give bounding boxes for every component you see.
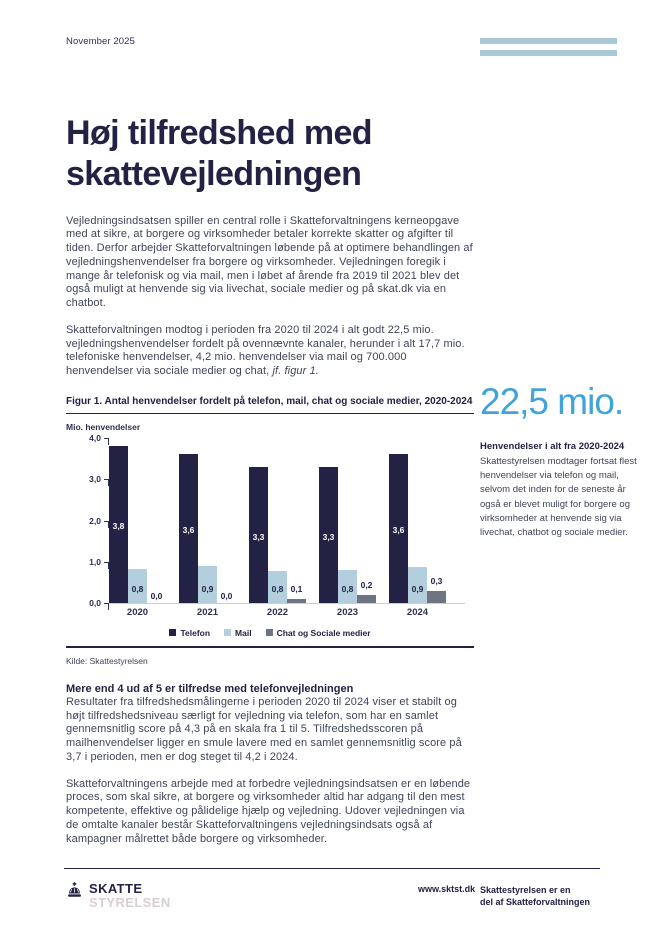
bar-group-2023: [319, 438, 389, 618]
bar-value-label: 3,6: [182, 524, 195, 535]
key-figure: 22,5 mio.: [480, 381, 624, 422]
bar-group-2022: [249, 438, 319, 618]
bar-slot: [128, 438, 147, 603]
stripe-bottom: [480, 50, 617, 56]
page-title: Høj tilfredshed med skattevejledningen: [66, 114, 372, 193]
bar-value-label: 0,8: [341, 583, 354, 594]
crown-icon: [66, 882, 83, 903]
bar-slot: [389, 438, 408, 603]
paragraph-outro: Skatteforvaltningens arbejde med at forbedre vejledningsindsatsen er en løbende proces, som skal sikre, at borgere og virksomheder altid har adgang til den mest kompetente, effektive og pålidelige hjælp og vejledning. Udover vejledningen via de omtalte kanaler består Skatteforvaltningens vejledningsindsats også af kampagner målrettet både borgere og virksomheder.: [66, 777, 471, 845]
page-footer: [0, 868, 667, 910]
bar-value-label: 0,0: [220, 590, 233, 601]
bar-group-2021: [179, 438, 249, 618]
tagline-line-2: del af Skatteforvaltningen: [480, 897, 591, 908]
bar-slot: [109, 438, 128, 603]
bar-slot: [268, 438, 287, 603]
bar-slot: [338, 438, 357, 603]
bar-slot: [147, 438, 166, 603]
key-figure-heading: Henvendelser i alt fra 2020-2024: [480, 441, 625, 452]
y-tick-label: 1,0: [89, 556, 101, 567]
website-link[interactable]: www.sktst.dk: [418, 884, 476, 894]
page-header: [0, 0, 667, 47]
bar-value-label: 0,8: [271, 583, 284, 594]
bar-slot: [319, 438, 338, 603]
figure-bottom-rule: [66, 646, 474, 648]
footer-rule: [64, 868, 600, 869]
legend-label: Chat og Sociale medier: [276, 627, 371, 638]
figure-source: Kilde: Skattestyrelsen: [66, 655, 148, 666]
y-tick-label: 0,0: [89, 597, 101, 608]
bar-group-2020: [109, 438, 179, 618]
x-tick-label: 2021: [196, 606, 219, 618]
publication-date: November 2025: [66, 36, 135, 47]
content-columns: [0, 47, 667, 859]
x-tick-label: 2022: [266, 606, 289, 618]
legend-swatch: [224, 629, 231, 636]
x-tick-label: 2023: [336, 606, 359, 618]
legend-item-chat-og-sociale-medier: [266, 628, 371, 638]
bar-chat-og-sociale-medier-2024: [427, 591, 446, 603]
bar-value-label: 3,3: [322, 531, 335, 542]
y-tick-label: 2,0: [89, 515, 101, 526]
sidebar-column: [480, 47, 667, 859]
chart-y-axis: [66, 432, 109, 608]
bar-value-label: 0,9: [411, 583, 424, 594]
chart-plot: [109, 438, 465, 618]
bar-value-label: 0,3: [430, 575, 443, 586]
bar-value-label: 0,2: [360, 579, 373, 590]
bar-chat-og-sociale-medier-2022: [287, 599, 306, 603]
bar-chat-og-sociale-medier-2023: [357, 595, 376, 603]
figure-title: Figur 1. Antal henvendelser fordelt på telefon, mail, chat og sociale medier, 2020-2024: [66, 395, 473, 407]
chart-legend: [66, 628, 474, 638]
bar-slot: [408, 438, 427, 603]
figure-reference: jf. figur 1.: [272, 365, 319, 378]
bar-group-2024: [389, 438, 459, 618]
section-heading: Mere end 4 ud af 5 er tilfredse med telefonvejledningen: [66, 682, 354, 695]
x-tick-label: 2024: [406, 606, 429, 618]
bar-slot: [249, 438, 268, 603]
paragraph-volumes: [66, 324, 474, 379]
legend-label: Telefon: [180, 627, 211, 638]
footer-tagline: [480, 884, 590, 908]
decorative-stripes: [480, 38, 617, 62]
legend-swatch: [169, 629, 176, 636]
bar-value-label: 3,8: [112, 520, 125, 531]
logo-text: [89, 882, 171, 909]
y-tick-label: 3,0: [89, 473, 101, 484]
stripe-top: [480, 38, 617, 44]
bar-value-label: 3,6: [392, 524, 405, 535]
legend-label: Mail: [235, 627, 252, 638]
x-tick-label: 2020: [126, 606, 149, 618]
bar-value-label: 0,8: [131, 583, 144, 594]
bar-value-label: 0,9: [201, 583, 214, 594]
bar-slot: [357, 438, 376, 603]
logo-line-styrelsen: STYRELSEN: [89, 895, 171, 910]
main-column: [66, 47, 474, 859]
skattestyrelsen-logo: [66, 882, 171, 909]
bar-chart: [66, 432, 474, 618]
y-tick-label: 4,0: [89, 432, 101, 443]
legend-item-telefon: [169, 628, 210, 638]
paragraph-satisfaction: Resultater fra tilfredshedsmålingerne i perioden 2020 til 2024 viser et stabilt og højt tilfredshedsniveau særligt for vejledning via telefon, som har en samlet gennemsnitlig score på 4,3 på en skala fra 1 til 5. Tilfredshedsscoren på mailhenvendelser ligger en smule lavere med en samlet gennemsnitlig score på 3,7 i perioden, men er dog steget til 4,2 i 2024.: [66, 695, 462, 763]
bar-slot: [217, 438, 236, 603]
bar-value-label: 0,1: [290, 583, 303, 594]
bar-value-label: 0,0: [150, 590, 163, 601]
figure-top-rule: [66, 413, 474, 414]
tagline-line-1: Skattestyrelsen er en: [480, 885, 571, 895]
paragraph-intro: Vejledningsindsatsen spiller en central rolle i Skatteforvaltningens kerneopgave med at sikre, at borgere og virksomheder betaler korrekte skatter og afgifter til tiden. Derfor arbejder Skatteforvaltningen løbende på at optimere behandlingen af vejledningshenvendelser fra borgere og virksomheder. Vejledningen foregik i mange år telefonisk og via mail, men i løbet af årende fra 2019 til 2021 blev det også muligt at henvende sig via livechat, sociale medier og på skat.dk via en chatbot.: [66, 214, 473, 310]
bar-value-label: 3,3: [252, 531, 265, 542]
bar-slot: [287, 438, 306, 603]
paragraph-volumes-text: Skatteforvaltningen modtog i perioden fra 2020 til 2024 i alt godt 22,5 mio. vejledningshenvendelser fordelt på ovennævnte kanaler, herunder i alt 17,7 mio. telefoniske henvendelser, 4,2 mio. henvendelser via mail og 700.000 henvendelser via sociale medier og chat,: [66, 323, 465, 378]
logo-line-skatte: SKATTE: [89, 881, 143, 896]
bar-slot: [179, 438, 198, 603]
key-figure-text: Skattestyrelsen modtager fortsat flest henvendelser via telefon og mail, selvom det inden for de seneste år også er blevet muligt for borgere og virksomheder at henvende sig via livechat, chatbot og sociale medier.: [480, 455, 637, 539]
chart-y-axis-unit: Mio. henvendelser: [66, 421, 141, 432]
legend-swatch: [266, 629, 273, 636]
bar-slot: [427, 438, 446, 603]
legend-item-mail: [224, 628, 252, 638]
bar-slot: [198, 438, 217, 603]
figure-1: [66, 396, 474, 648]
